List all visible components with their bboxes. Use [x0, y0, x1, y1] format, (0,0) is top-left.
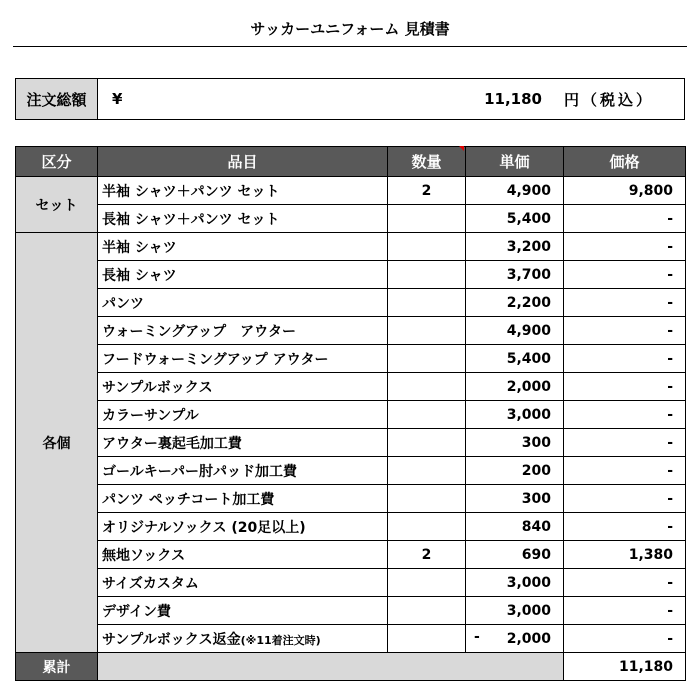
- order-total-label: 注文総額: [16, 79, 98, 119]
- quantity-cell[interactable]: [388, 457, 466, 485]
- item-name-cell: [98, 177, 388, 205]
- price-cell: 9,800: [564, 177, 686, 205]
- item-name-cell: [98, 569, 388, 597]
- price-cell: -: [564, 485, 686, 513]
- price-cell: -: [564, 289, 686, 317]
- header-quantity: 数量: [388, 147, 466, 177]
- price-cell: -: [564, 373, 686, 401]
- item-name-cell: [98, 261, 388, 289]
- quantity-cell[interactable]: [388, 401, 466, 429]
- order-total-yen-sign: ¥: [112, 90, 123, 108]
- quantity-cell[interactable]: [388, 289, 466, 317]
- item-name: 長袖 シャツ＋パンツ セット: [102, 211, 280, 228]
- table-row: [16, 485, 686, 513]
- page-title: サッカーユニフォーム 見積書: [250, 20, 450, 38]
- item-name: デザイン費: [102, 603, 172, 620]
- order-total-unit: 円（税込）: [563, 90, 654, 109]
- item-name: オリジナルソックス (20足以上): [102, 519, 306, 536]
- order-total-amount: 11,180: [484, 90, 542, 108]
- unit-price-cell: 3,000: [466, 401, 564, 429]
- unit-price-cell: 690: [466, 541, 564, 569]
- unit-price-cell: 300: [466, 485, 564, 513]
- item-name: サンプルボックス返金: [102, 631, 241, 648]
- unit-price-cell: 4,900: [466, 177, 564, 205]
- cumulative-total: 11,180: [564, 653, 686, 681]
- item-name: ゴールキーパー肘パッド加工費: [102, 463, 298, 480]
- unit-price-cell: 3,000: [466, 569, 564, 597]
- quantity-cell[interactable]: [388, 485, 466, 513]
- item-name: パンツ ペッチコート加工費: [102, 491, 275, 508]
- price-cell: -: [564, 261, 686, 289]
- item-name-cell: [98, 205, 388, 233]
- table-row: [16, 233, 686, 261]
- table-row: [16, 625, 686, 653]
- item-name: ウォーミングアップ アウター: [102, 323, 297, 340]
- quantity-cell[interactable]: [388, 569, 466, 597]
- category-cell: セット: [16, 177, 98, 233]
- quantity-cell[interactable]: [388, 317, 466, 345]
- price-cell: -: [564, 205, 686, 233]
- item-name-cell: [98, 429, 388, 457]
- unit-price-cell: 2,000: [466, 373, 564, 401]
- unit-price-cell: 4,900: [466, 317, 564, 345]
- table-row: [16, 261, 686, 289]
- price-cell: -: [564, 513, 686, 541]
- item-name: パンツ: [102, 295, 144, 312]
- item-name: サンプルボックス: [102, 379, 213, 396]
- header-unit-price: 単価: [466, 147, 564, 177]
- item-name: 半袖 シャツ: [102, 239, 177, 256]
- price-cell: -: [564, 597, 686, 625]
- quantity-cell[interactable]: [388, 205, 466, 233]
- table-row: [16, 373, 686, 401]
- title-underline: [13, 46, 687, 47]
- item-name-cell: [98, 317, 388, 345]
- price-cell: -: [564, 429, 686, 457]
- unit-price-cell: 2,200: [466, 289, 564, 317]
- unit-price-cell: [466, 625, 564, 653]
- table-row: [16, 401, 686, 429]
- price-cell: -: [564, 457, 686, 485]
- comment-marker: [459, 146, 464, 151]
- quantity-cell[interactable]: [388, 625, 466, 653]
- item-name-cell: [98, 233, 388, 261]
- unit-price-cell: 5,400: [466, 205, 564, 233]
- item-name: カラーサンプル: [102, 407, 199, 424]
- unit-price-cell: 840: [466, 513, 564, 541]
- unit-price-cell: 200: [466, 457, 564, 485]
- header-item: 品目: [98, 147, 388, 177]
- price-cell: -: [564, 317, 686, 345]
- quantity-cell[interactable]: [388, 345, 466, 373]
- item-name-cell: [98, 289, 388, 317]
- cumulative-spacer: [98, 653, 564, 681]
- item-name: アウター裏起毛加工費: [102, 435, 242, 452]
- table-row: [16, 457, 686, 485]
- unit-price-cell: 5,400: [466, 345, 564, 373]
- cumulative-label: 累計: [16, 653, 98, 681]
- item-name-cell: [98, 597, 388, 625]
- item-name-cell: [98, 457, 388, 485]
- unit-price-value: 2,000: [506, 630, 551, 647]
- unit-price-cell: 3,000: [466, 597, 564, 625]
- table-row: [16, 569, 686, 597]
- item-name: 無地ソックス: [102, 547, 186, 564]
- price-cell: 1,380: [564, 541, 686, 569]
- table-row: [16, 597, 686, 625]
- category-cell: 各個: [16, 233, 98, 653]
- unit-price-cell: 3,200: [466, 233, 564, 261]
- item-name-cell: [98, 513, 388, 541]
- estimate-table: [15, 146, 686, 681]
- price-cell: -: [564, 569, 686, 597]
- price-cell: -: [564, 345, 686, 373]
- item-name-cell: [98, 541, 388, 569]
- table-row: [16, 205, 686, 233]
- quantity-cell[interactable]: [388, 513, 466, 541]
- table-header-row: [16, 147, 686, 177]
- order-total-box: [15, 78, 685, 120]
- table-row: [16, 429, 686, 457]
- quantity-cell[interactable]: [388, 429, 466, 457]
- header-category: 区分: [16, 147, 98, 177]
- item-name: フードウォーミングアップ アウター: [102, 351, 329, 368]
- table-row: [16, 541, 686, 569]
- table-row: [16, 513, 686, 541]
- item-name: 半袖 シャツ＋パンツ セット: [102, 183, 280, 200]
- price-cell: -: [564, 625, 686, 653]
- cumulative-total-row: [16, 653, 686, 681]
- item-name-cell: [98, 401, 388, 429]
- quantity-cell[interactable]: [388, 261, 466, 289]
- item-name: 長袖 シャツ: [102, 267, 177, 284]
- table-row: [16, 345, 686, 373]
- unit-price-cell: 300: [466, 429, 564, 457]
- negative-sign: -: [474, 629, 480, 645]
- table-row: [16, 177, 686, 205]
- item-name-cell: [98, 373, 388, 401]
- unit-price-cell: 3,700: [466, 261, 564, 289]
- price-cell: -: [564, 401, 686, 429]
- price-cell: -: [564, 233, 686, 261]
- item-name: サイズカスタム: [102, 575, 199, 592]
- quantity-cell[interactable]: 2: [388, 177, 466, 205]
- item-name-cell: [98, 345, 388, 373]
- quantity-cell[interactable]: 2: [388, 541, 466, 569]
- quantity-cell[interactable]: [388, 373, 466, 401]
- item-name-cell: [98, 485, 388, 513]
- table-row: [16, 317, 686, 345]
- header-price: 価格: [564, 147, 686, 177]
- table-row: [16, 289, 686, 317]
- item-note: (※11着注文時): [240, 633, 321, 647]
- item-name-cell: [98, 625, 388, 653]
- quantity-cell[interactable]: [388, 233, 466, 261]
- quantity-cell[interactable]: [388, 597, 466, 625]
